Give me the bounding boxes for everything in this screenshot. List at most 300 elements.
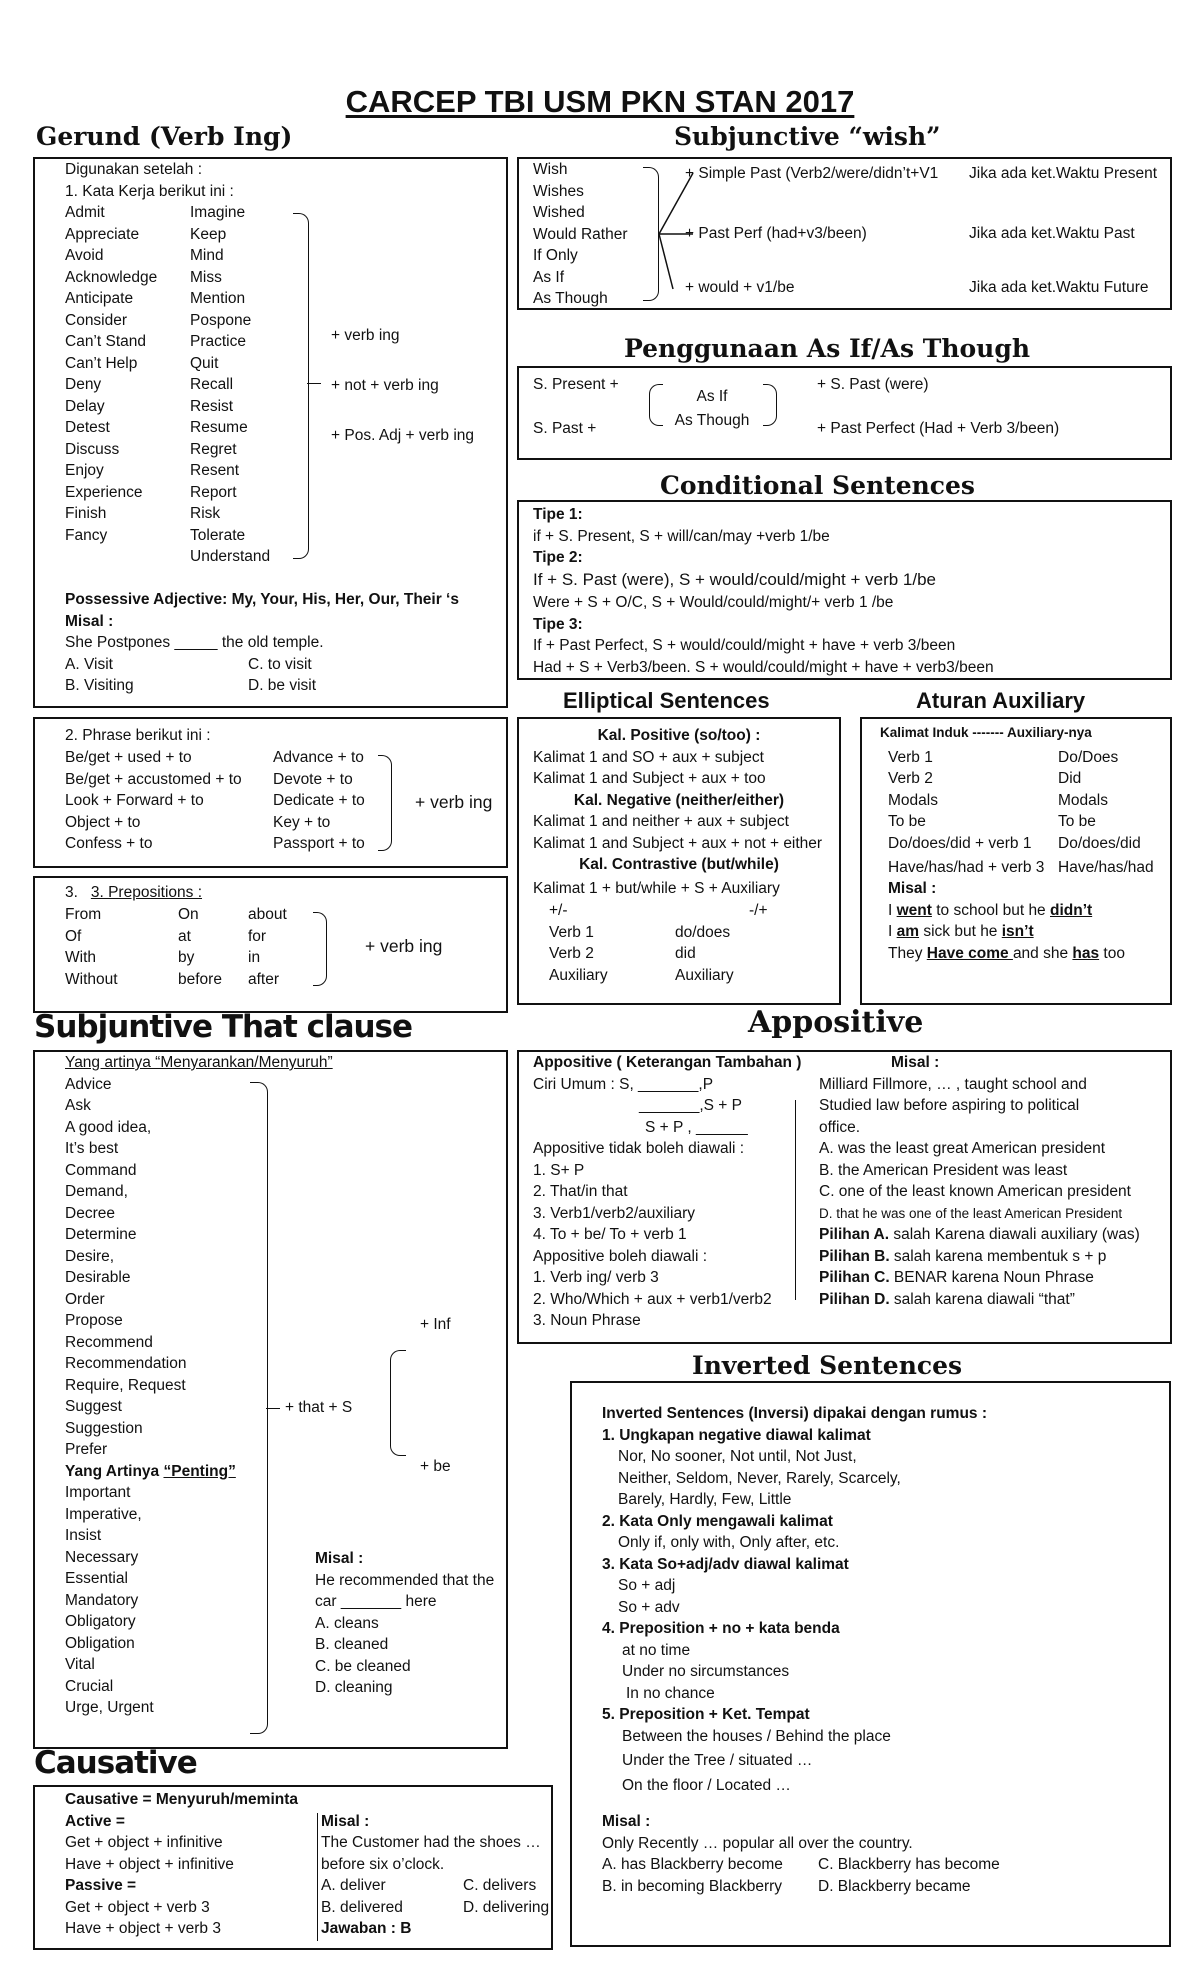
list-item: So + adv <box>618 1598 680 1616</box>
wish-words <box>533 159 627 310</box>
list-item: Enjoy <box>65 462 104 479</box>
gerund-verbs-col2 <box>190 202 270 568</box>
list-item: Obligatory <box>65 1613 136 1630</box>
list-item: 3. Noun Phrase <box>533 1312 641 1329</box>
list-item: Without <box>65 970 118 988</box>
asif-right: + S. Past (were) <box>817 376 929 393</box>
auxiliary-box <box>860 717 1172 1005</box>
inverted-rules <box>602 1425 901 1797</box>
subjunctive-that-box <box>33 1050 508 1749</box>
auxiliary-example-3 <box>888 943 1125 965</box>
list-item: 3. Verb1/verb2/auxiliary <box>533 1204 695 1222</box>
list-item: Confess + to <box>65 835 153 852</box>
subjunctive-question-line1: He recommended that the <box>315 1571 495 1589</box>
list-item: Advance + to <box>273 749 364 766</box>
list-item: Understand <box>190 548 271 565</box>
list-item: Nor, No sooner, Not until, Not Just, <box>618 1448 857 1465</box>
list-item: for <box>248 927 267 945</box>
list-item: Wishes <box>533 182 584 200</box>
list-item: Verb 1 <box>888 748 933 766</box>
list-item: 2. That/in that <box>533 1183 628 1200</box>
auxiliary-header: Kalimat Induk ------- Auxiliary-nya <box>880 725 1092 740</box>
causative-option-a: A. deliver <box>321 1877 386 1894</box>
list-item: Recommend <box>65 1333 153 1351</box>
causative-question-line1: The Customer had the shoes … <box>321 1834 541 1851</box>
causative-active-item: Have + object + infinitive <box>65 1855 234 1873</box>
option: A. was the least great American president <box>819 1140 1106 1157</box>
auxiliary-example-2 <box>888 921 1034 943</box>
prep-col1 <box>65 904 118 990</box>
elliptical-box <box>517 717 841 1005</box>
list-item: On the floor / Located … <box>622 1776 791 1794</box>
tipe2-line2: Were + S + O/C, S + Would/could/might/+ verb 1 /be <box>533 594 894 611</box>
list-item: at no time <box>622 1641 691 1659</box>
list-item: Regret <box>190 440 237 458</box>
elliptical-sign: +/- <box>549 902 568 919</box>
pilihan-label: Pilihan B. <box>819 1247 890 1265</box>
phrase-rule: + verb ing <box>415 792 493 812</box>
elliptical-positive: Kal. Positive (so/too) : <box>597 727 761 744</box>
causative-misal: Misal : <box>321 1812 370 1830</box>
list-item: Essential <box>65 1570 128 1587</box>
list-item: To be <box>1058 813 1096 830</box>
ex-text: too <box>1099 944 1125 962</box>
wish-time: Jika ada ket.Waktu Future <box>969 279 1149 296</box>
asif-box <box>517 366 1172 460</box>
list-item: Crucial <box>65 1677 114 1695</box>
gerund-option-d: D. be visit <box>248 677 317 694</box>
appositive-misal: Misal : <box>891 1054 940 1071</box>
causative-active-label: Active = <box>65 1812 125 1830</box>
elliptical-line: Kalimat 1 + but/while + S + Auxiliary <box>533 880 780 897</box>
inverted-intro: Inverted Sentences (Inversi) dipakai dengan rumus : <box>602 1405 988 1422</box>
elliptical-heading: Elliptical Sentences <box>563 688 770 713</box>
list-item: Command <box>65 1161 137 1179</box>
list-item: Recommendation <box>65 1355 187 1372</box>
appositive-box <box>517 1050 1172 1344</box>
question-line: office. <box>819 1118 861 1136</box>
phrase-header <box>65 725 211 747</box>
list-item: To be <box>888 813 926 830</box>
phrase-header-text: 2. Phrase berikut ini : <box>65 727 211 744</box>
list-item: Would Rather <box>533 225 628 243</box>
list-item: Consider <box>65 311 128 329</box>
list-item: Mention <box>190 290 246 307</box>
list-item: before <box>178 970 222 988</box>
list-item: Demand, <box>65 1183 128 1200</box>
be-rule: + be <box>420 1458 451 1475</box>
list-item: Resume <box>190 419 248 436</box>
phrase-box <box>33 717 508 868</box>
rule-title: 4. Preposition + no + kata benda <box>602 1620 840 1637</box>
inverted-option-b: B. in becoming Blackberry <box>602 1877 783 1895</box>
list-item: Suggest <box>65 1398 122 1415</box>
list-item: Object + to <box>65 813 141 831</box>
list-item: Delay <box>65 397 105 415</box>
ex-emphasis: isn’t <box>1001 923 1034 940</box>
pilihan-a <box>819 1224 1140 1246</box>
list-item: Require, Request <box>65 1376 186 1394</box>
gerund-option-c: C. to visit <box>248 655 312 673</box>
pilihan-c <box>819 1267 1140 1289</box>
list-item: Can’t Help <box>65 354 138 372</box>
prep-col3 <box>248 904 287 990</box>
list-item: Advice <box>65 1075 112 1093</box>
divider <box>795 1100 796 1300</box>
list-item: 1. S+ P <box>533 1161 585 1179</box>
list-item: Modals <box>1058 791 1108 809</box>
list-item: It’s best <box>65 1140 119 1157</box>
subjunctive-option-a: A. cleans <box>315 1614 379 1632</box>
list-item: Report <box>190 483 237 501</box>
elliptical-contrastive: Kal. Contrastive (but/while) <box>579 856 779 873</box>
asif-right: + Past Perfect (Had + Verb 3/been) <box>817 420 1060 437</box>
list-item: Pospone <box>190 311 252 329</box>
inf-be-brace <box>390 1350 406 1456</box>
list-item: Did <box>1058 770 1082 787</box>
gerund-option-a: A. Visit <box>65 655 113 673</box>
appositive-heading: Appositive <box>748 1005 924 1040</box>
list-item: Verb 2 <box>888 770 933 787</box>
list-item: Can’t Stand <box>65 333 146 350</box>
wish-form: + would + v1/be <box>685 279 795 296</box>
subjunctive-option-d: D. cleaning <box>315 1679 393 1696</box>
wish-heading: Subjunctive “wish” <box>674 122 941 151</box>
gerund-item1: 1. Kata Kerja berikut ini : <box>65 182 234 200</box>
list-item: Necessary <box>65 1548 139 1566</box>
list-item: at <box>178 927 191 945</box>
elliptical-pairs-right <box>675 922 734 987</box>
list-item: Under the Tree / situated … <box>622 1752 813 1769</box>
prep-brace <box>313 912 327 986</box>
penting-word: “Penting” <box>163 1462 236 1480</box>
elliptical-line: Kalimat 1 and SO + aux + subject <box>533 748 764 766</box>
subjunctive-question-line2: car _______ here <box>315 1593 437 1610</box>
prep-rule: + verb ing <box>365 936 443 956</box>
list-item: Have/has/had <box>1058 859 1154 876</box>
list-item: From <box>65 906 102 923</box>
list-item: Desirable <box>65 1269 131 1286</box>
pilihan-text: salah karena diawali “that” <box>889 1290 1075 1308</box>
elliptical-pairs-left <box>549 922 608 987</box>
pilihan-label: Pilihan D. <box>819 1290 890 1308</box>
asif-middle: As If <box>696 388 728 405</box>
prepositions-header: 3. 3. Prepositions : <box>65 884 203 901</box>
list-item: Propose <box>65 1312 123 1329</box>
brace-tick <box>307 383 321 384</box>
list-item: Mandatory <box>65 1591 139 1609</box>
pilihan-label: Pilihan C. <box>819 1269 890 1286</box>
causative-option-d: D. delivering <box>463 1898 550 1916</box>
list-item: Experience <box>65 483 143 501</box>
list-item: Avoid <box>65 247 104 264</box>
divider <box>317 1813 318 1941</box>
elliptical-line: Kalimat 1 and neither + aux + subject <box>533 813 789 830</box>
list-item: Neither, Seldom, Never, Rarely, Scarcely, <box>618 1469 901 1487</box>
list-item: Ask <box>65 1097 91 1114</box>
list-item: With <box>65 949 96 966</box>
penting-prefix: Yang Artinya <box>65 1462 164 1480</box>
subjunctive-list1 <box>65 1074 236 1719</box>
phrase-right-col <box>273 747 365 855</box>
subjunctive-misal: Misal : <box>315 1550 364 1567</box>
appositive-question <box>819 1074 1140 1311</box>
wish-form: + Past Perf (had+v3/been) <box>685 225 867 242</box>
page-title: CARCEP TBI USM PKN STAN 2017 <box>345 84 855 119</box>
list-item: So + adj <box>618 1577 676 1594</box>
list-item: Imperative, <box>65 1505 142 1523</box>
tipe1-label: Tipe 1: <box>533 506 583 523</box>
inverted-option-a: A. has Blackberry become <box>602 1856 783 1873</box>
elliptical-negative: Kal. Negative (neither/either) <box>573 791 785 809</box>
prepositions-header-text: 3. Prepositions : <box>90 884 203 901</box>
auxiliary-right <box>1058 747 1154 879</box>
list-item: Look + Forward + to <box>65 792 204 809</box>
list-item: Imagine <box>190 204 246 221</box>
list-item: Between the houses / Behind the place <box>622 1727 891 1745</box>
list-item: Miss <box>190 268 222 286</box>
appositive-title: Appositive ( Keterangan Tambahan ) <box>533 1054 802 1071</box>
ex-text: to school but he <box>931 901 1050 919</box>
conditional-box <box>517 500 1172 680</box>
inverted-option-c: C. Blackberry has become <box>818 1856 1000 1873</box>
tipe3-line2: Had + S + Verb3/been. S + would/could/might + have + verb3/been <box>533 658 994 676</box>
list-item: Barely, Hardly, Few, Little <box>618 1491 792 1508</box>
list-item: Under no sircumstances <box>622 1663 790 1680</box>
wish-box <box>517 157 1172 310</box>
ex-emphasis: went <box>896 901 932 919</box>
list-item: after <box>248 970 280 988</box>
subjunctive-option-b: B. cleaned <box>315 1636 389 1653</box>
list-item: Admit <box>65 204 105 221</box>
tipe2-line1: If + S. Past (were), S + would/could/might + verb 1/be <box>533 569 937 589</box>
ex-text: They <box>888 944 927 962</box>
auxiliary-heading: Aturan Auxiliary <box>916 688 1086 713</box>
option: D. that he was one of the least American President <box>819 1205 1123 1221</box>
appositive-ciri: Ciri Umum : S, _______,P <box>533 1075 714 1093</box>
list-item: Have/has/had + verb 3 <box>888 859 1045 876</box>
list-item: Quit <box>190 354 219 372</box>
list-item: Fancy <box>65 526 108 544</box>
list-item: Wished <box>533 204 585 221</box>
inf-rule: + Inf <box>420 1316 451 1333</box>
list-item: Verb 1 <box>549 923 594 941</box>
elliptical-line: Kalimat 1 and Subject + aux + not + either <box>533 834 823 852</box>
list-item: did <box>675 945 696 962</box>
list-item: Devote + to <box>273 770 353 788</box>
asif-left: S. Present + <box>533 376 619 393</box>
list-item: Passport + to <box>273 835 365 852</box>
subjunctive-subtitle: Yang artinya “Menyarankan/Menyuruh” <box>65 1054 333 1071</box>
list-item: As Though <box>533 290 608 307</box>
list-item: Detest <box>65 419 110 436</box>
list-item: Modals <box>888 791 938 809</box>
pilihan-text: salah Karena diawali auxiliary (was) <box>889 1226 1140 1243</box>
list-item: Do/Does <box>1058 748 1119 766</box>
brace-tick <box>266 1408 280 1409</box>
list-item: Acknowledge <box>65 268 158 286</box>
list-item: If Only <box>533 247 578 264</box>
list-item: Mind <box>190 247 224 264</box>
causative-passive-label: Passive = <box>65 1877 137 1894</box>
inverted-question: Only Recently … popular all over the country. <box>602 1834 913 1852</box>
inverted-misal: Misal : <box>602 1813 651 1830</box>
rule-title: 5. Preposition + Ket. Tempat <box>602 1706 810 1723</box>
list-item: 4. To + be/ To + verb 1 <box>533 1226 687 1243</box>
list-item: Resist <box>190 397 234 415</box>
list-item: 1. Verb ing/ verb 3 <box>533 1269 659 1286</box>
prep-col2 <box>178 904 222 990</box>
list-item: Discuss <box>65 440 120 458</box>
rule-title: 1. Ungkapan negative diawal kalimat <box>602 1426 871 1444</box>
list-item: Prefer <box>65 1441 108 1458</box>
prepositions-box <box>33 876 508 1013</box>
list-item: Only if, only with, Only after, etc. <box>618 1534 840 1551</box>
list-item: Desire, <box>65 1247 115 1265</box>
list-item: Wish <box>533 161 568 178</box>
pilihan-d <box>819 1289 1140 1311</box>
gerund-misal: Misal : <box>65 612 114 630</box>
wish-form: + Simple Past (Verb2/were/didn’t+V1 <box>685 165 939 182</box>
list-item: Obligation <box>65 1634 135 1652</box>
ex-emphasis: didn’t <box>1050 901 1093 919</box>
appositive-tidak-list <box>533 1160 772 1332</box>
ex-emphasis: has <box>1072 944 1100 962</box>
subjunctive-option-c: C. be cleaned <box>315 1657 411 1675</box>
causative-box <box>33 1785 553 1950</box>
gerund-box <box>33 157 508 708</box>
pilihan-label: Pilihan A. <box>819 1226 890 1243</box>
list-item: Auxiliary <box>549 966 608 984</box>
gerund-brace <box>293 213 309 559</box>
list-item: Important <box>65 1484 131 1501</box>
gerund-rule: + verb ing <box>331 327 400 344</box>
causative-option-b: B. delivered <box>321 1898 403 1916</box>
gerund-intro: Digunakan setelah : <box>65 161 203 178</box>
pilihan-text: salah karena membentuk s + p <box>889 1247 1107 1265</box>
phrase-brace <box>378 755 392 851</box>
appositive-boleh: Appositive boleh diawali : <box>533 1247 708 1265</box>
appositive-ciri2: _______,S + P <box>639 1097 742 1114</box>
pilihan-text: BENAR karena Noun Phrase <box>889 1269 1094 1286</box>
option: C. one of the least known American president <box>819 1183 1131 1200</box>
list-item: Key + to <box>273 813 331 831</box>
asif-middle: As Though <box>674 412 750 429</box>
list-item: Order <box>65 1290 105 1308</box>
list-item: A good idea, <box>65 1118 152 1136</box>
list-item: Be/get + accustomed + to <box>65 770 242 788</box>
tipe2-label: Tipe 2: <box>533 549 583 566</box>
gerund-verbs-col1 <box>65 202 157 546</box>
causative-passive-item: Get + object + verb 3 <box>65 1898 210 1916</box>
list-item: Vital <box>65 1656 95 1673</box>
rule-title: 3. Kata So+adj/adv diawal kalimat <box>602 1555 849 1573</box>
list-item: Insist <box>65 1527 102 1544</box>
causative-def: Causative = Menyuruh/meminta <box>65 1791 298 1808</box>
question-line: Milliard Fillmore, … , taught school and <box>819 1075 1087 1093</box>
list-item: Recall <box>190 376 234 393</box>
causative-passive-item: Have + object + verb 3 <box>65 1920 221 1937</box>
list-item: 2. Who/Which + aux + verb1/verb2 <box>533 1290 772 1308</box>
list-item: Of <box>65 927 82 945</box>
pilihan-b <box>819 1246 1140 1268</box>
question-line: Studied law before aspiring to political <box>819 1097 1080 1114</box>
asif-brace-right <box>763 384 777 426</box>
list-item: In no chance <box>626 1684 715 1702</box>
ex-text: I <box>888 923 897 940</box>
wish-time: Jika ada ket.Waktu Present <box>969 165 1158 182</box>
gerund-rule: + Pos. Adj + verb ing <box>331 427 475 444</box>
list-item: Suggestion <box>65 1419 143 1437</box>
asif-brace-left <box>649 384 663 426</box>
gerund-rule: + not + verb ing <box>331 377 439 394</box>
list-item: Resent <box>190 462 240 479</box>
list-item: by <box>178 949 195 966</box>
gerund-question: She Postpones _____ the old temple. <box>65 634 324 651</box>
causative-heading: Causative <box>34 1745 197 1781</box>
causative-option-c: C. delivers <box>463 1877 537 1894</box>
causative-answer: Jawaban : B <box>321 1920 412 1937</box>
list-item: about <box>248 906 287 923</box>
list-item: Be/get + used + to <box>65 749 192 766</box>
tipe1-line: if + S. Present, S + will/can/may +verb 1/be <box>533 527 830 545</box>
asif-left: S. Past + <box>533 420 597 437</box>
conditional-heading: Conditional Sentences <box>660 471 975 500</box>
list-item: Keep <box>190 225 227 243</box>
auxiliary-misal: Misal : <box>888 880 937 897</box>
list-item: Practice <box>190 333 246 350</box>
inverted-heading: Inverted Sentences <box>692 1351 963 1380</box>
list-item: Do/does/did <box>1058 834 1141 852</box>
ex-emphasis: am <box>896 923 920 940</box>
inverted-option-d: D. Blackberry became <box>818 1877 971 1895</box>
ex-text: and she <box>1012 944 1073 962</box>
appositive-tidak: Appositive tidak boleh diawali : <box>533 1140 745 1157</box>
tipe3-label: Tipe 3: <box>533 615 583 633</box>
that-s-rule: + that + S <box>285 1399 353 1416</box>
list-item: Determine <box>65 1226 137 1243</box>
asif-heading: Penggunaan As If/As Though <box>624 334 1031 363</box>
list-item: Decree <box>65 1204 115 1222</box>
list-item: Anticipate <box>65 290 134 307</box>
list-item: Finish <box>65 505 107 522</box>
auxiliary-left <box>888 747 1044 879</box>
list-item: in <box>248 949 261 966</box>
list-item: As If <box>533 268 565 286</box>
tipe3-line1: If + Past Perfect, S + would/could/might + have + verb 3/been <box>533 637 956 654</box>
ex-text: I <box>888 901 897 919</box>
phrase-left-col <box>65 747 242 855</box>
causative-active-item: Get + object + infinitive <box>65 1834 223 1851</box>
ex-text: sick but he <box>919 923 1002 940</box>
elliptical-sign: -/+ <box>749 902 768 919</box>
penting-label <box>65 1461 236 1483</box>
list-item: Risk <box>190 505 221 522</box>
inverted-box <box>570 1381 1171 1947</box>
elliptical-line: Kalimat 1 and Subject + aux + too <box>533 770 766 787</box>
list-item: Tolerate <box>190 526 246 544</box>
possessive-note: Possessive Adjective: My, Your, His, Her, Our, Their ‘s <box>65 591 459 608</box>
rule-title: 2. Kata Only mengawali kalimat <box>602 1512 833 1530</box>
gerund-option-b: B. Visiting <box>65 677 134 694</box>
list-item: do/does <box>675 923 731 941</box>
list-item: Auxiliary <box>675 966 734 984</box>
list-item: Verb 2 <box>549 945 594 962</box>
wish-time: Jika ada ket.Waktu Past <box>969 225 1135 242</box>
appositive-ciri3: S + P , ______ <box>645 1118 748 1136</box>
ex-emphasis: Have come <box>926 944 1013 962</box>
list-item: Do/does/did + verb 1 <box>888 834 1032 852</box>
